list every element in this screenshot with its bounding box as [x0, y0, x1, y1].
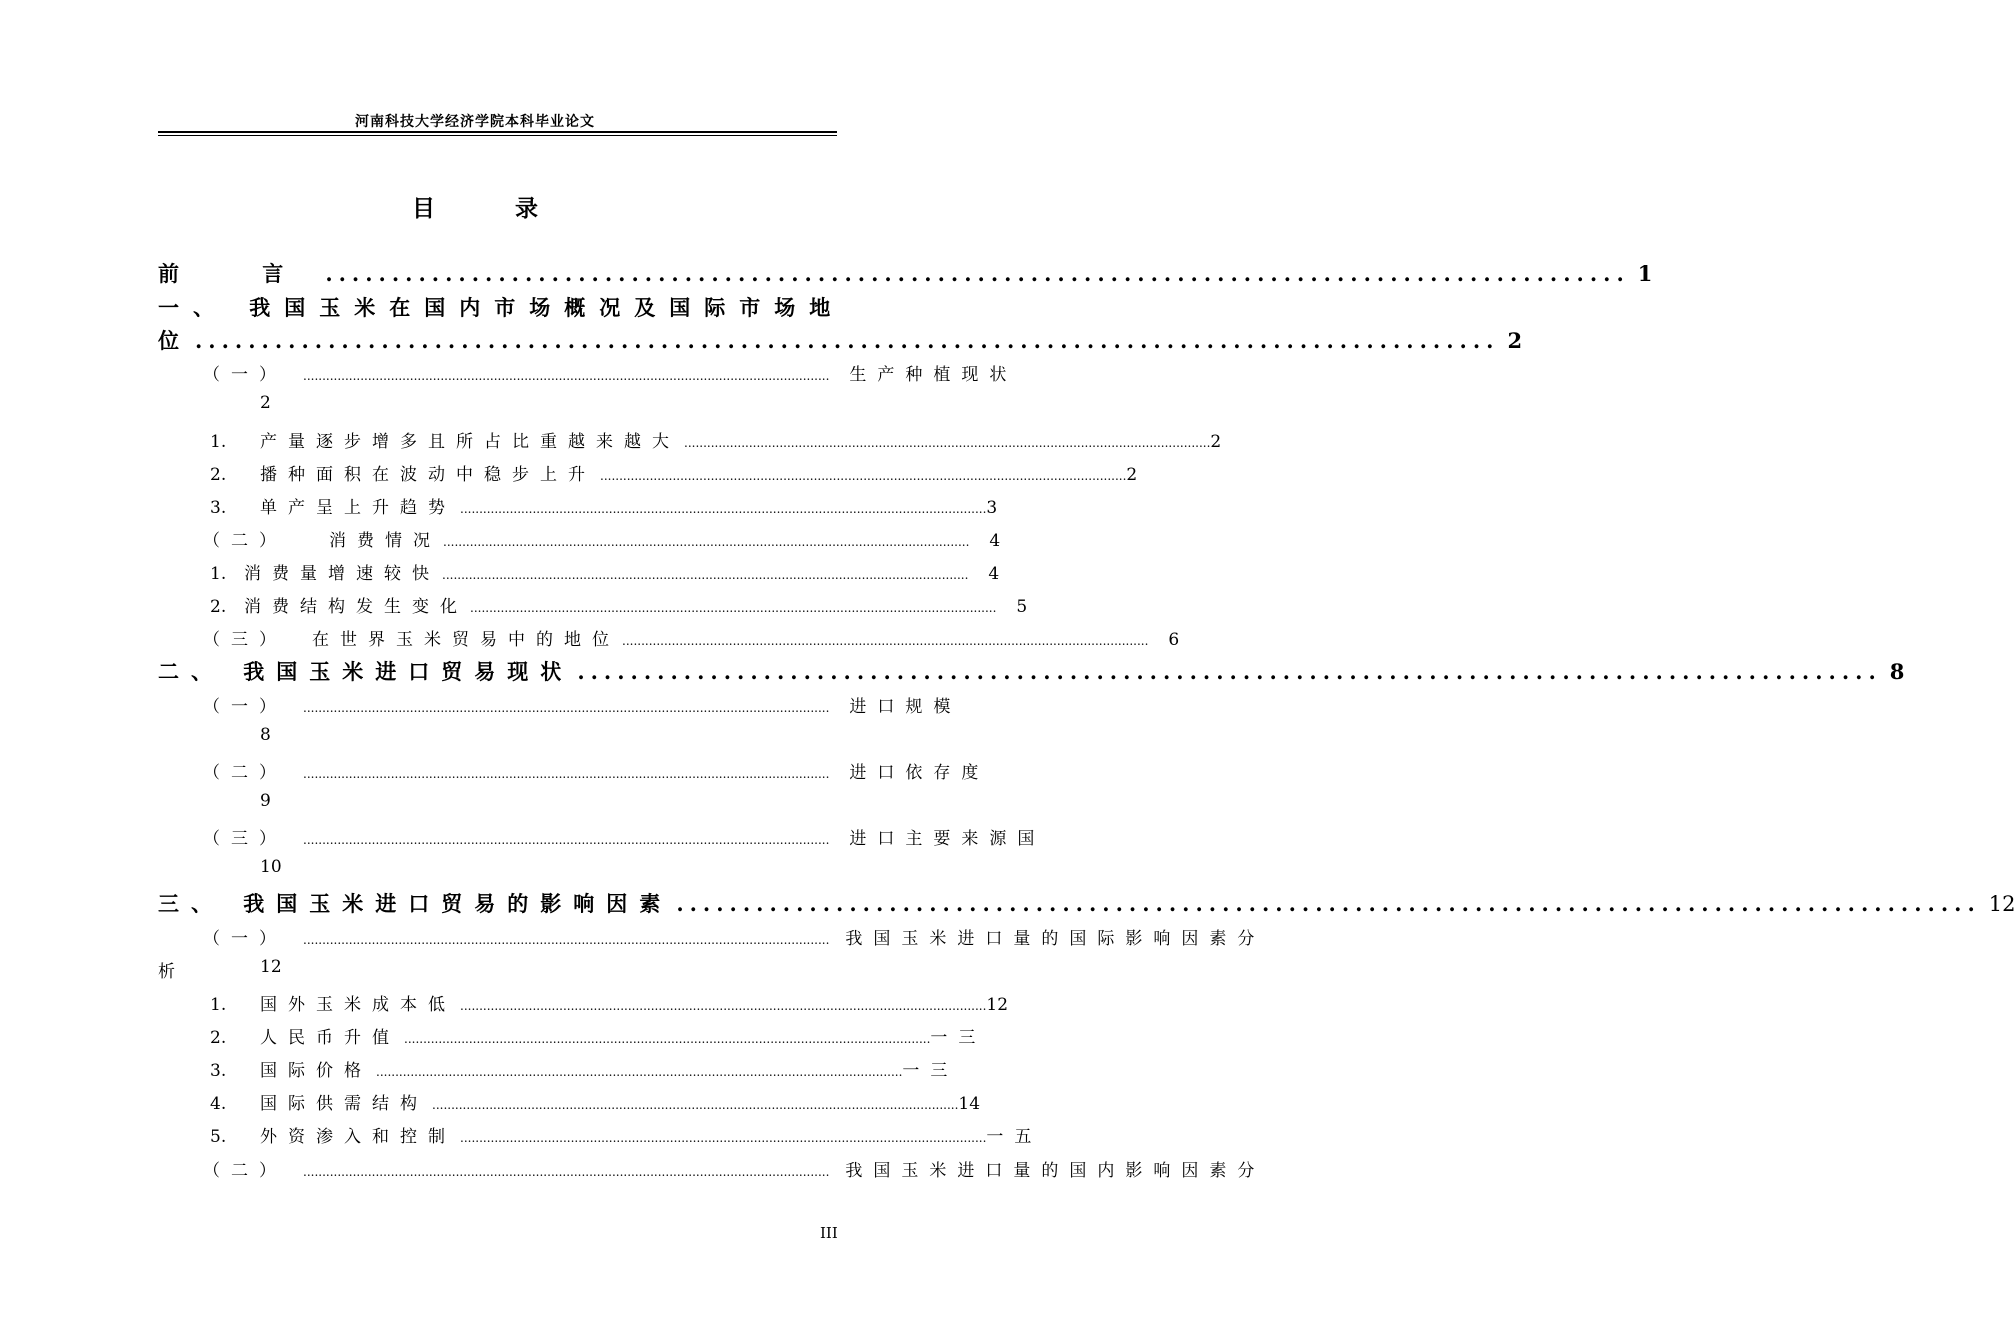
toc-entry-label: 三、 我国玉米进口贸易的影响因素 [158, 891, 673, 916]
toc-entry-title: 我国玉米进口量的国际影响因素分 [845, 929, 1266, 949]
toc-entry-section-1[interactable]: 一、 我国玉米在国内市场概况及国际市场地 [158, 295, 845, 320]
toc-entry-2-3[interactable] [203, 824, 1046, 849]
leader-dots: .......................................................................................................................................... [622, 634, 1149, 648]
toc-entry-1-1[interactable] [203, 360, 1018, 385]
leader-dots: .................................................................................................. [676, 891, 1981, 916]
toc-entry-number: 5. [210, 1127, 227, 1147]
toc-title: 目 录 [411, 195, 574, 222]
toc-entry-3-1-5[interactable] [210, 1122, 1043, 1147]
page-number: III [820, 1224, 838, 1242]
toc-page-number: 一三 [902, 1061, 959, 1081]
leader-dots: .......................................................................................................................................... [303, 833, 830, 847]
leader-dots: .......................................................................................................................................... [404, 1032, 931, 1046]
toc-page-number: 14 [958, 1094, 981, 1114]
toc-entry-1-1-3[interactable] [210, 493, 998, 518]
leader-dots: .................................................................................................. [325, 261, 1630, 286]
toc-entry-3-1-1[interactable] [210, 990, 1009, 1015]
toc-page-number: 2 [1126, 465, 1138, 485]
toc-page-number: 2 [1507, 328, 1523, 353]
toc-entry-label: 前 言 [158, 261, 322, 286]
toc-page-number: 2 [260, 393, 271, 413]
toc-entry-1-2[interactable] [203, 526, 1001, 551]
toc-entry-number: 2. [210, 597, 227, 617]
header-rule-thin [158, 135, 837, 136]
toc-page-number: 12 [986, 995, 1009, 1015]
toc-entry-number: 1. [210, 995, 227, 1015]
running-header: 河南科技大学经济学院本科毕业论文 [355, 114, 595, 130]
toc-entry-label: （二） [203, 1161, 287, 1181]
toc-entry-1-1-2[interactable] [210, 460, 1138, 485]
leader-dots: .......................................................................................................................................... [460, 502, 987, 516]
toc-page-number: 1 [1637, 261, 1653, 286]
toc-entry-number: 2. [210, 465, 227, 485]
leader-dots: .......................................................................................................................................... [376, 1065, 903, 1079]
toc-entry-title: 消费量增速较快 [244, 564, 440, 584]
toc-entry-2-2[interactable] [203, 758, 990, 783]
toc-page-number: 12 [1988, 892, 2016, 916]
toc-entry-number: 1. [210, 564, 227, 584]
toc-page-number: 4 [988, 564, 1000, 584]
toc-entry-section-1-cont[interactable] [158, 325, 1523, 355]
toc-entry-1-1-1[interactable] [210, 427, 1222, 452]
leader-dots: .......................................................................................................................................... [303, 1165, 830, 1179]
toc-entry-title: 生产种植现状 [849, 365, 1018, 385]
toc-entry-label: （二） [203, 763, 287, 783]
leader-dots: .................................................................................................. [195, 328, 1500, 353]
toc-page-number: 8 [260, 725, 271, 745]
toc-page-number: 10 [260, 857, 282, 877]
toc-entry-3-2[interactable] [203, 1156, 1266, 1181]
toc-page-number: 5 [1016, 597, 1028, 617]
toc-entry-title: 单产呈上升趋势 [260, 498, 456, 518]
toc-entry-1-3[interactable] [203, 625, 1180, 650]
leader-dots: .................................................................................................. [577, 659, 1882, 684]
toc-entry-number: 3. [210, 498, 227, 518]
toc-entry-label: （一） [203, 697, 287, 717]
leader-dots: .......................................................................................................................................... [303, 701, 830, 715]
toc-entry-title: 进口规模 [849, 697, 962, 717]
toc-entry-number: 4. [210, 1094, 227, 1114]
toc-entry-3-1-4[interactable] [210, 1089, 981, 1114]
toc-entry-label: （一） [203, 929, 287, 949]
toc-page-number: 3 [986, 498, 998, 518]
toc-entry-title: 消费结构发生变化 [244, 597, 468, 617]
toc-entry-title: 国际价格 [260, 1061, 372, 1081]
toc-page-number: 4 [989, 531, 1001, 551]
toc-entry-3-1[interactable] [203, 924, 1266, 949]
toc-page-number: 8 [1889, 659, 1905, 684]
leader-dots: .......................................................................................................................................... [303, 767, 830, 781]
leader-dots: .......................................................................................................................................... [303, 933, 830, 947]
toc-page-number: 6 [1168, 630, 1180, 650]
toc-entry-title: 在世界玉米贸易中的地位 [312, 630, 620, 650]
toc-entry-1-2-2[interactable] [210, 592, 1028, 617]
toc-entry-title: 产量逐步增多且所占比重越来越大 [260, 432, 680, 452]
toc-entry-1-2-1[interactable] [210, 559, 1000, 584]
toc-entry-title: 人民币升值 [260, 1028, 400, 1048]
toc-page-number: 一三 [930, 1028, 987, 1048]
toc-entry-3-1-3[interactable] [210, 1056, 959, 1081]
leader-dots: .......................................................................................................................................... [684, 436, 1211, 450]
toc-entry-number: 3. [210, 1061, 227, 1081]
toc-page-number: 12 [260, 957, 282, 977]
leader-dots: .......................................................................................................................................... [443, 535, 970, 549]
toc-entry-title: 进口主要来源国 [849, 829, 1046, 849]
toc-entry-label: 二、 我国玉米进口贸易现状 [158, 659, 574, 684]
toc-entry-title: 播种面积在波动中稳步上升 [260, 465, 596, 485]
toc-entry-title-cont: 析 [158, 962, 175, 982]
toc-entry-section-3[interactable] [158, 888, 2016, 918]
toc-entry-label: （三） [203, 829, 287, 849]
toc-page-number: 一五 [986, 1127, 1043, 1147]
toc-entry-title: 进口依存度 [849, 763, 990, 783]
leader-dots: .......................................................................................................................................... [460, 1131, 987, 1145]
toc-entry-title: 国外玉米成本低 [260, 995, 456, 1015]
toc-entry-3-1-2[interactable] [210, 1023, 987, 1048]
toc-entry-title: 外资渗入和控制 [260, 1127, 456, 1147]
toc-entry-preface[interactable] [158, 258, 1653, 288]
toc-entry-label: （二） [203, 531, 287, 551]
toc-page-number: 2 [1210, 432, 1222, 452]
toc-entry-label: （三） [203, 630, 287, 650]
leader-dots: .......................................................................................................................................... [303, 369, 830, 383]
toc-entry-title: 消费情况 [329, 531, 441, 551]
toc-entry-label: （一） [203, 365, 287, 385]
toc-entry-number: 2. [210, 1028, 227, 1048]
leader-dots: .......................................................................................................................................... [600, 469, 1127, 483]
toc-entry-title: 国际供需结构 [260, 1094, 428, 1114]
leader-dots: .......................................................................................................................................... [470, 601, 997, 615]
leader-dots: .......................................................................................................................................... [442, 568, 969, 582]
toc-entry-label: 位 [158, 328, 191, 353]
toc-entry-title: 我国玉米进口量的国内影响因素分 [845, 1161, 1266, 1181]
toc-entry-number: 1. [210, 432, 227, 452]
leader-dots: .......................................................................................................................................... [460, 999, 987, 1013]
leader-dots: .......................................................................................................................................... [432, 1098, 959, 1112]
toc-entry-section-2[interactable] [158, 656, 1905, 686]
toc-entry-2-1[interactable] [203, 692, 962, 717]
header-rule-thick [158, 131, 837, 133]
toc-page-number: 9 [260, 791, 271, 811]
